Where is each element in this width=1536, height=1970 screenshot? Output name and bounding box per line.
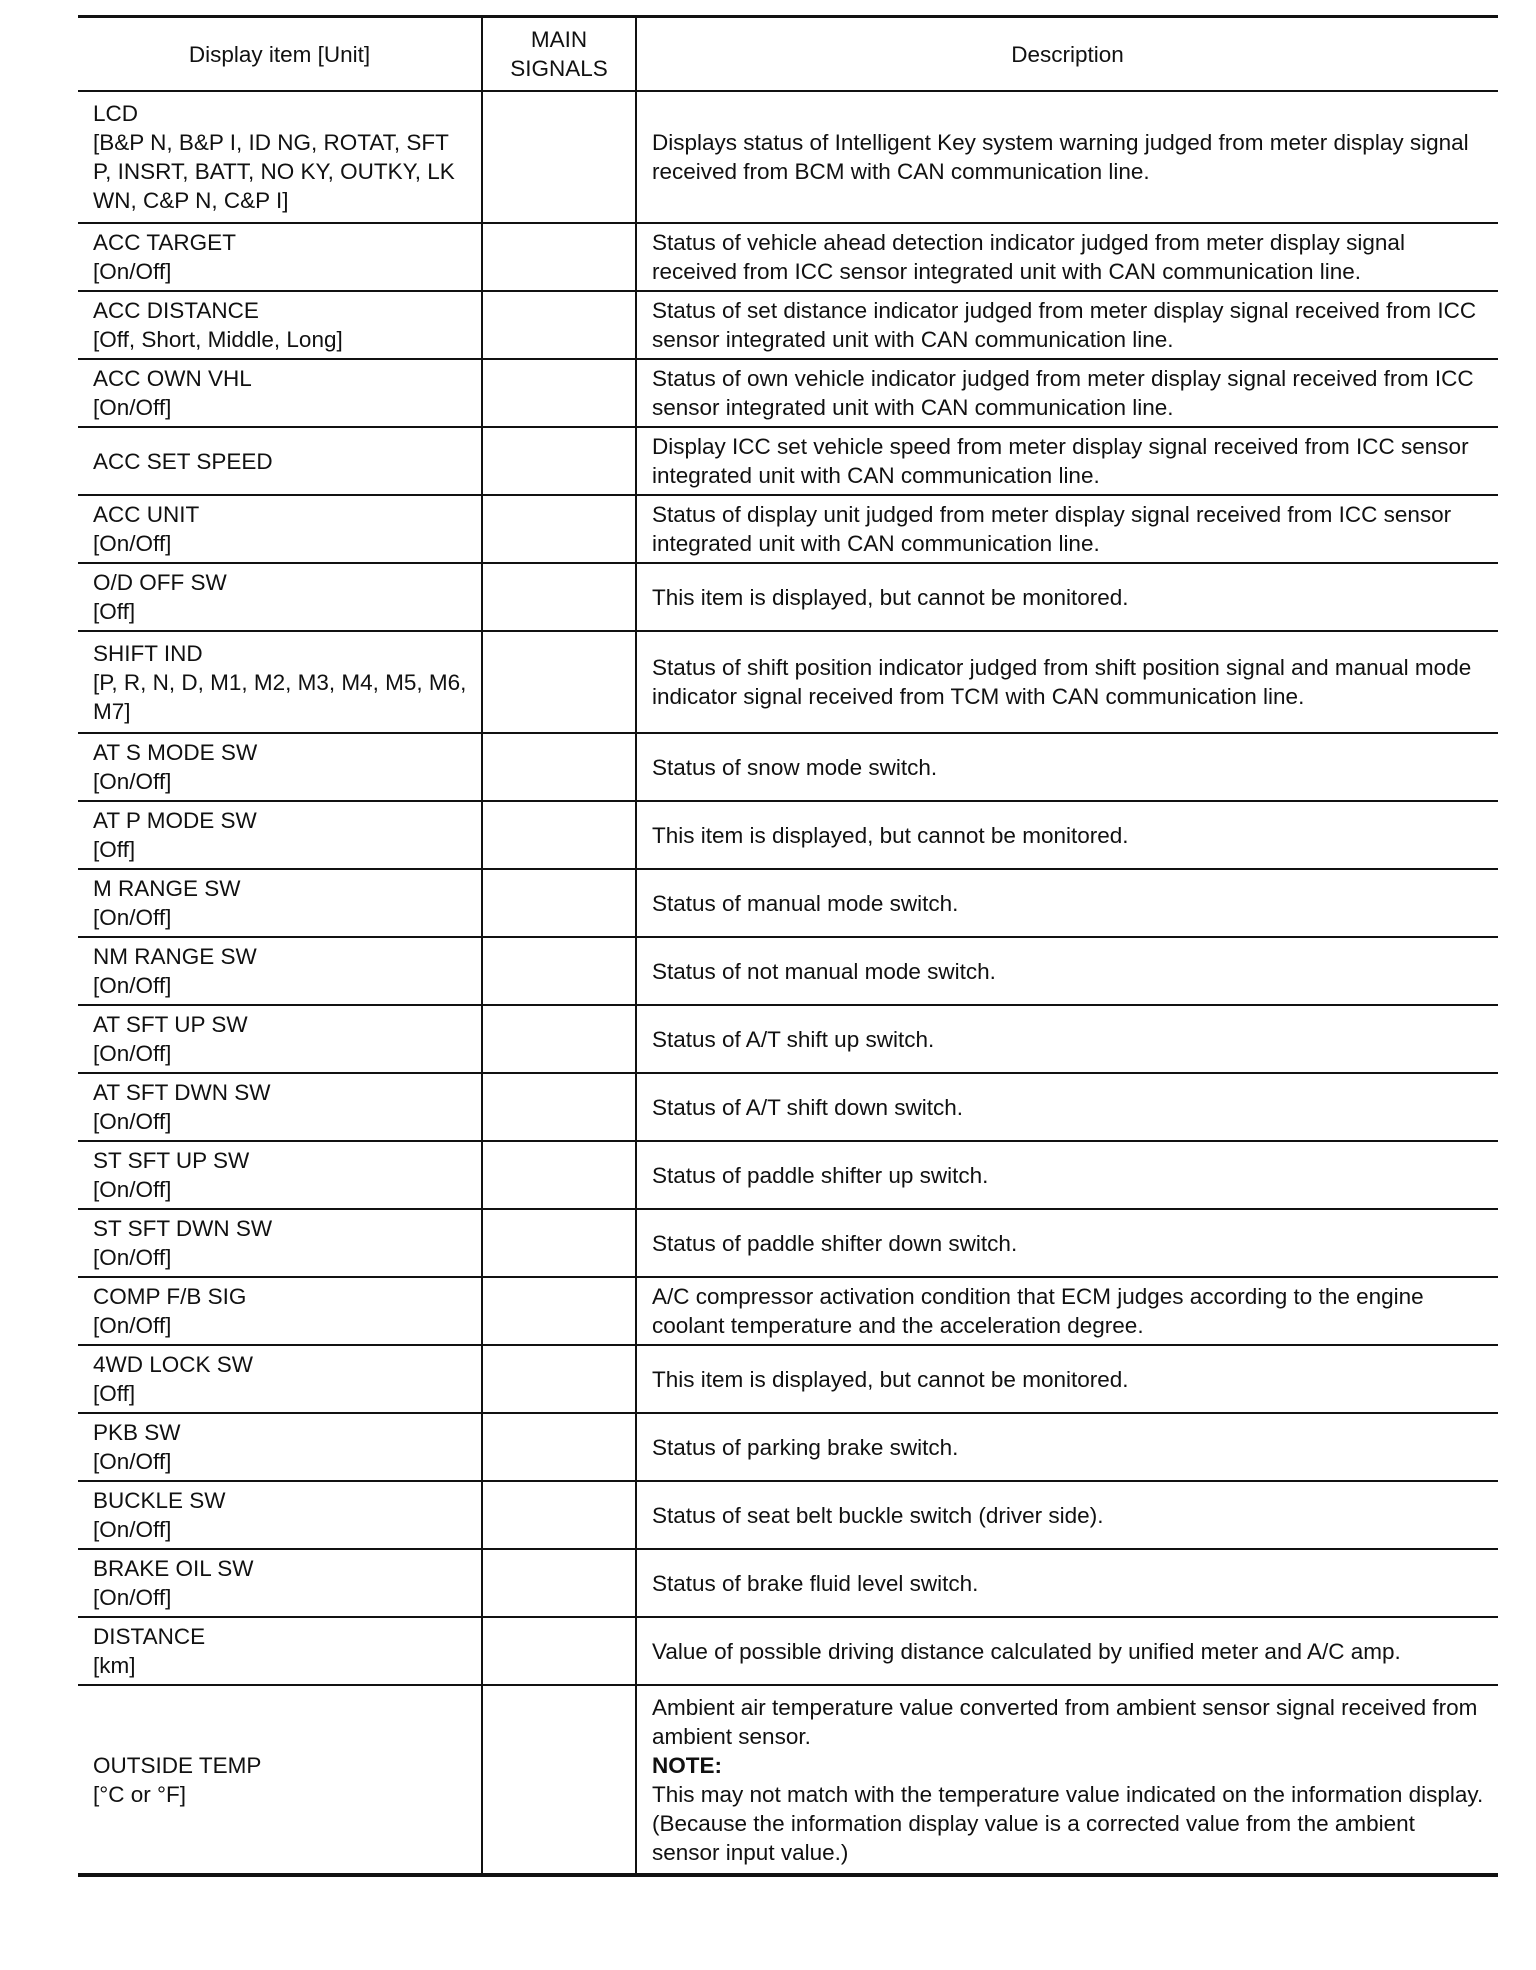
main-signals-cell — [482, 563, 636, 631]
display-item-cell — [78, 1277, 482, 1345]
display-item-name: ACC OWN VHL — [93, 366, 252, 391]
description-cell: Status of set distance indicator judged from meter display signal received from ICC sensor integrated unit with CAN communication line. — [636, 291, 1498, 359]
description-cell: This item is displayed, but cannot be monitored. — [636, 563, 1498, 631]
display-item-name: ACC SET SPEED — [93, 448, 273, 474]
description-cell: Status of A/T shift up switch. — [636, 1005, 1498, 1073]
display-item-name: ACC TARGET — [93, 230, 236, 255]
display-item-cell — [78, 1209, 482, 1277]
display-item-unit: [km] — [93, 1653, 136, 1678]
description-cell: Value of possible driving distance calculated by unified meter and A/C amp. — [636, 1617, 1498, 1685]
main-signals-cell — [482, 1141, 636, 1209]
table-row — [78, 291, 1498, 359]
display-item-cell — [78, 1413, 482, 1481]
table-header-row — [78, 17, 1498, 92]
table-row — [78, 1413, 1498, 1481]
display-item-unit: [Off] — [93, 599, 136, 624]
description-cell: Status of paddle shifter up switch. — [636, 1141, 1498, 1209]
main-signals-cell — [482, 427, 636, 495]
main-signals-cell — [482, 291, 636, 359]
display-item-unit: [On/Off] — [93, 905, 172, 930]
main-signals-cell — [482, 937, 636, 1005]
display-item-unit: [On/Off] — [93, 1245, 172, 1270]
main-signals-cell — [482, 1005, 636, 1073]
main-signals-cell — [482, 733, 636, 801]
display-item-unit: [On/Off] — [93, 1109, 172, 1134]
description-cell: Status of parking brake switch. — [636, 1413, 1498, 1481]
table-row — [78, 91, 1498, 223]
table-body — [78, 91, 1498, 1875]
display-item-name: AT P MODE SW — [93, 808, 257, 833]
table-row — [78, 1209, 1498, 1277]
display-item-cell — [78, 1685, 482, 1875]
display-item-unit: [On/Off] — [93, 1449, 172, 1474]
table-row — [78, 1141, 1498, 1209]
display-item-unit: [Off] — [93, 1381, 136, 1406]
display-item-cell — [78, 91, 482, 223]
description-cell: Status of vehicle ahead detection indicator judged from meter display signal received from ICC sensor integrated unit with CAN communication line. — [636, 223, 1498, 291]
display-item-unit: [On/Off] — [93, 1517, 172, 1542]
table-row — [78, 1617, 1498, 1685]
display-item-unit: [B&P N, B&P I, ID NG, ROTAT, SFT P, INSRT, BATT, NO KY, OUTKY, LK WN, C&P N, C&P I] — [93, 130, 455, 213]
description-cell: Status of display unit judged from meter display signal received from ICC sensor integrated unit with CAN communication line. — [636, 495, 1498, 563]
table-row — [78, 733, 1498, 801]
display-item-unit: [On/Off] — [93, 973, 172, 998]
display-item-cell — [78, 1073, 482, 1141]
note-text: This may not match with the temperature value indicated on the information display. (Because the information display value is a corrected value from the ambient sensor input value.) — [652, 1781, 1484, 1865]
display-item-unit: [Off] — [93, 837, 136, 862]
display-item-name: AT SFT DWN SW — [93, 1080, 271, 1105]
display-item-cell — [78, 631, 482, 733]
main-signals-cell — [482, 1209, 636, 1277]
display-item-name: OUTSIDE TEMP — [93, 1752, 262, 1778]
table-row — [78, 1277, 1498, 1345]
display-item-cell — [78, 359, 482, 427]
header-main-signals-line1: MAIN — [530, 27, 588, 52]
display-item-name: 4WD LOCK SW — [93, 1352, 254, 1377]
table-row — [78, 359, 1498, 427]
description-cell: This item is displayed, but cannot be monitored. — [636, 801, 1498, 869]
display-item-cell — [78, 869, 482, 937]
display-item-name: BUCKLE SW — [93, 1488, 226, 1513]
display-item-cell — [78, 1617, 482, 1685]
table-row — [78, 427, 1498, 495]
table-row — [78, 1549, 1498, 1617]
display-item-unit: [On/Off] — [93, 259, 172, 284]
table-row — [78, 563, 1498, 631]
description-cell: Status of A/T shift down switch. — [636, 1073, 1498, 1141]
table-row — [78, 1345, 1498, 1413]
display-item-unit: [On/Off] — [93, 1177, 172, 1202]
display-item-unit: [On/Off] — [93, 1041, 172, 1066]
main-signals-cell — [482, 801, 636, 869]
display-item-cell — [78, 733, 482, 801]
table-row — [78, 937, 1498, 1005]
display-item-name: O/D OFF SW — [93, 570, 227, 595]
display-item-name: NM RANGE SW — [93, 944, 257, 969]
table-row — [78, 1005, 1498, 1073]
table-row — [78, 1685, 1498, 1875]
display-item-unit: [On/Off] — [93, 395, 172, 420]
display-item-name: ACC UNIT — [93, 502, 200, 527]
display-item-cell — [78, 1549, 482, 1617]
display-item-name: SHIFT IND — [93, 640, 203, 666]
note-label: NOTE: — [652, 1752, 722, 1778]
display-item-name: LCD — [93, 101, 139, 126]
display-item-name: M RANGE SW — [93, 876, 241, 901]
table-row — [78, 631, 1498, 733]
display-item-unit: [On/Off] — [93, 531, 172, 556]
main-signals-cell — [482, 1345, 636, 1413]
description-intro: Ambient air temperature value converted from ambient sensor signal received from ambient sensor. — [652, 1694, 1478, 1749]
display-item-unit: [°C or °F] — [93, 1781, 186, 1807]
table-row — [78, 1073, 1498, 1141]
description-cell: Display ICC set vehicle speed from meter display signal received from ICC sensor integrated unit with CAN communication line. — [636, 427, 1498, 495]
description-cell: This item is displayed, but cannot be monitored. — [636, 1345, 1498, 1413]
description-cell: Status of paddle shifter down switch. — [636, 1209, 1498, 1277]
display-item-cell — [78, 937, 482, 1005]
display-item-name: COMP F/B SIG — [93, 1284, 247, 1309]
description-cell: Status of snow mode switch. — [636, 733, 1498, 801]
display-item-unit: [On/Off] — [93, 769, 172, 794]
display-item-unit: [P, R, N, D, M1, M2, M3, M4, M5, M6, M7] — [93, 669, 467, 724]
main-signals-cell — [482, 631, 636, 733]
main-signals-cell — [482, 1617, 636, 1685]
display-item-name: DISTANCE — [93, 1624, 206, 1649]
main-signals-cell — [482, 91, 636, 223]
display-item-name: ACC DISTANCE — [93, 298, 259, 323]
display-item-cell — [78, 427, 482, 495]
main-signals-cell — [482, 1413, 636, 1481]
display-item-unit: [On/Off] — [93, 1585, 172, 1610]
description-cell: Status of shift position indicator judged from shift position signal and manual mode indicator signal received from TCM with CAN communication line. — [636, 631, 1498, 733]
table-row — [78, 801, 1498, 869]
description-cell: Status of brake fluid level switch. — [636, 1549, 1498, 1617]
description-cell: Status of own vehicle indicator judged from meter display signal received from ICC sensor integrated unit with CAN communication line. — [636, 359, 1498, 427]
main-signals-cell — [482, 869, 636, 937]
header-description: Description — [636, 17, 1498, 92]
display-item-name: ST SFT UP SW — [93, 1148, 250, 1173]
display-item-cell — [78, 1481, 482, 1549]
display-item-name: BRAKE OIL SW — [93, 1556, 254, 1581]
description-cell: Status of seat belt buckle switch (driver side). — [636, 1481, 1498, 1549]
display-item-name: AT SFT UP SW — [93, 1012, 248, 1037]
display-item-cell — [78, 223, 482, 291]
main-signals-cell — [482, 1685, 636, 1875]
display-item-cell — [78, 1005, 482, 1073]
display-item-cell — [78, 291, 482, 359]
display-item-cell — [78, 1345, 482, 1413]
header-display-item: Display item [Unit] — [78, 17, 482, 92]
main-signals-cell — [482, 1549, 636, 1617]
display-item-name: ST SFT DWN SW — [93, 1216, 273, 1241]
display-item-unit: [Off, Short, Middle, Long] — [93, 327, 343, 352]
display-item-unit: [On/Off] — [93, 1313, 172, 1338]
table-row — [78, 495, 1498, 563]
description-cell — [636, 1685, 1498, 1875]
header-main-signals-line2: SIGNALS — [510, 56, 608, 81]
display-item-name: AT S MODE SW — [93, 740, 258, 765]
header-main-signals — [482, 17, 636, 92]
display-item-name: PKB SW — [93, 1420, 181, 1445]
main-signals-cell — [482, 223, 636, 291]
table-row — [78, 1481, 1498, 1549]
main-signals-cell — [482, 359, 636, 427]
main-signals-cell — [482, 1073, 636, 1141]
main-signals-cell — [482, 1481, 636, 1549]
main-signals-cell — [482, 1277, 636, 1345]
description-cell: Displays status of Intelligent Key system warning judged from meter display signal received from BCM with CAN communication line. — [636, 91, 1498, 223]
main-signals-cell — [482, 495, 636, 563]
description-cell: A/C compressor activation condition that ECM judges according to the engine coolant temperature and the acceleration degree. — [636, 1277, 1498, 1345]
data-monitor-sheet — [78, 15, 1498, 1877]
display-item-cell — [78, 1141, 482, 1209]
display-item-cell — [78, 495, 482, 563]
data-monitor-table — [78, 15, 1498, 1877]
display-item-cell — [78, 563, 482, 631]
table-row — [78, 869, 1498, 937]
description-cell: Status of not manual mode switch. — [636, 937, 1498, 1005]
table-row — [78, 223, 1498, 291]
description-cell: Status of manual mode switch. — [636, 869, 1498, 937]
display-item-cell — [78, 801, 482, 869]
